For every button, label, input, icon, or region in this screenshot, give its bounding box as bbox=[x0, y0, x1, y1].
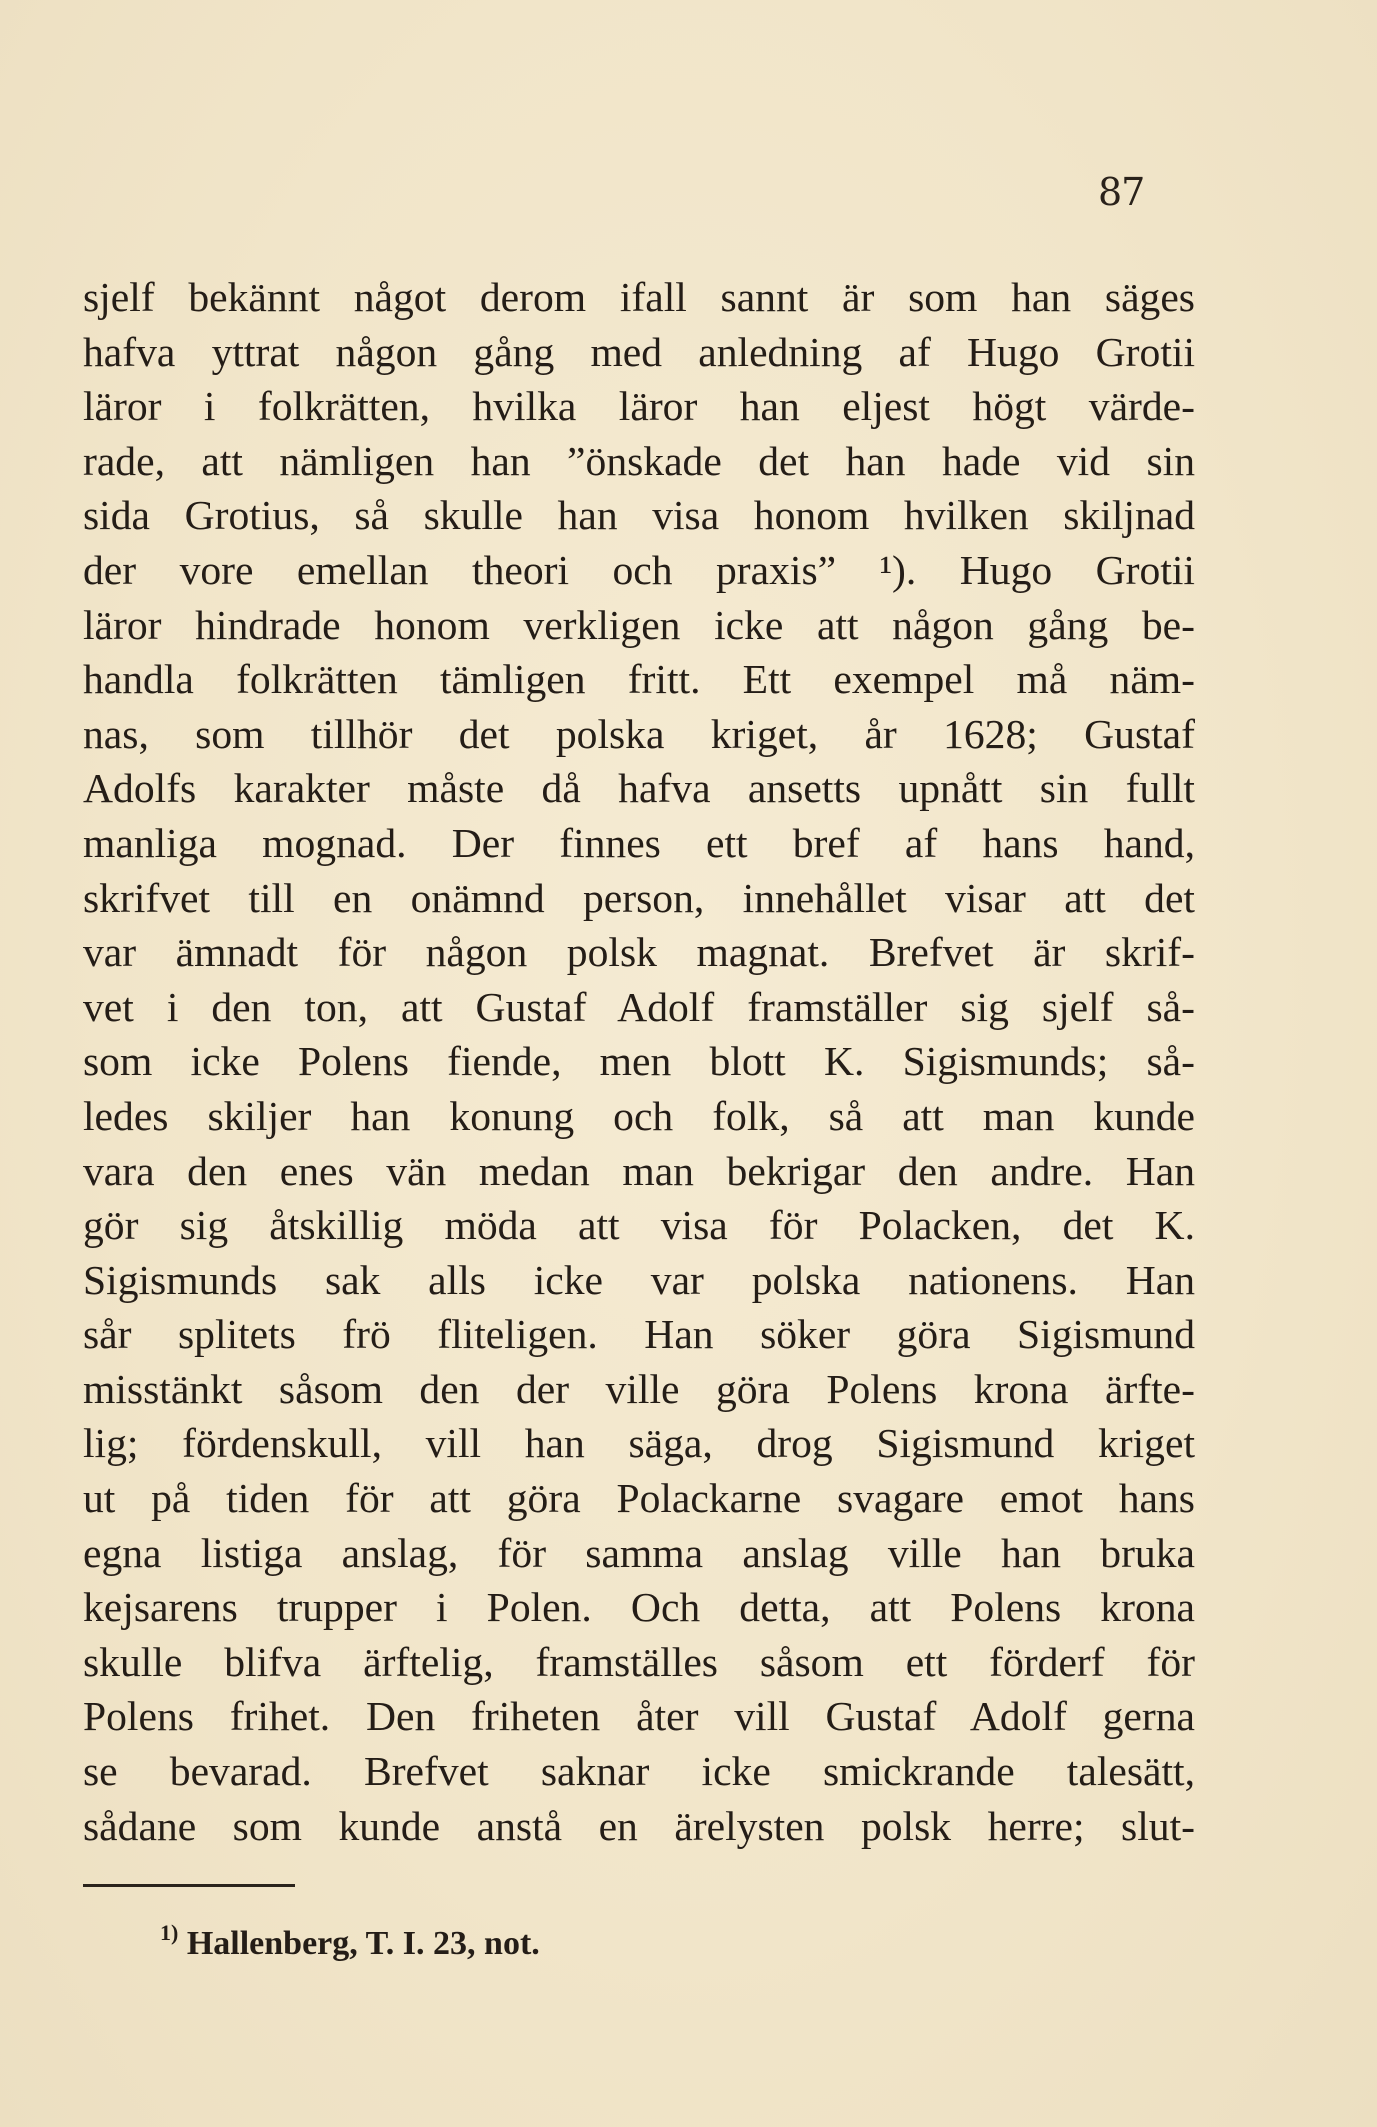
text-line: sår splitets frö fliteligen. Han söker göra Sigismund bbox=[83, 1311, 1195, 1358]
body-text bbox=[83, 270, 1195, 1853]
text-line: sjelf bekännt något derom ifall sannt är som han säges bbox=[83, 274, 1195, 320]
text-line: läror hindrade honom verkligen icke att någon gång be- bbox=[83, 601, 1195, 648]
text-line: manliga mognad. Der finnes ett bref af hans hand, bbox=[83, 819, 1195, 866]
text-line: handla folkrätten tämligen fritt. Ett exempel må näm- bbox=[83, 656, 1195, 703]
text-line: lig; fördenskull, vill han säga, drog Sigismund kriget bbox=[83, 1420, 1195, 1467]
footnote-rule bbox=[83, 1884, 295, 1887]
text-line: sida Grotius, så skulle han visa honom hvilken skiljnad bbox=[83, 492, 1195, 539]
text-line: misstänkt såsom den der ville göra Polens krona ärfte- bbox=[83, 1365, 1195, 1412]
text-line: sådane som kunde anstå en ärelysten polsk herre; slut- bbox=[83, 1802, 1195, 1849]
text-line: hafva yttrat någon gång med anledning af Hugo Grotii bbox=[83, 328, 1195, 375]
text-line: rade, att nämligen han ”önskade det han hade vid sin bbox=[83, 437, 1195, 484]
page-number: 87 bbox=[1098, 170, 1145, 214]
text-line: som icke Polens fiende, men blott K. Sigismunds; så- bbox=[83, 1038, 1195, 1085]
text-line: läror i folkrätten, hvilka läror han eljest högt värde- bbox=[83, 383, 1195, 430]
text-line: Polens frihet. Den friheten åter vill Gustaf Adolf gerna bbox=[83, 1693, 1195, 1740]
text-line: vara den enes vän medan man bekrigar den andre. Han bbox=[83, 1147, 1195, 1194]
text-line: der vore emellan theori och praxis” ¹). Hugo Grotii bbox=[83, 546, 1195, 593]
text-line: gör sig åtskillig möda att visa för Polacken, det K. bbox=[83, 1202, 1195, 1249]
text-line: se bevarad. Brefvet saknar icke smickrande talesätt, bbox=[83, 1748, 1195, 1795]
text-line: Sigismunds sak alls icke var polska nationens. Han bbox=[83, 1256, 1195, 1303]
text-line: skulle blifva ärftelig, framställes såsom ett förderf för bbox=[83, 1638, 1195, 1685]
text-line: ut på tiden för att göra Polackarne svagare emot hans bbox=[83, 1475, 1195, 1522]
footnote bbox=[160, 1920, 540, 1963]
text-line: var ämnadt för någon polsk magnat. Brefvet är skrif- bbox=[83, 929, 1195, 976]
text-line: nas, som tillhör det polska kriget, år 1628; Gustaf bbox=[83, 710, 1195, 757]
text-line: egna listiga anslag, för samma anslag ville han bruka bbox=[83, 1529, 1195, 1576]
text-line: Adolfs karakter måste då hafva ansetts upnått sin fullt bbox=[83, 765, 1195, 812]
text-line: vet i den ton, att Gustaf Adolf framställer sig sjelf så- bbox=[83, 983, 1195, 1030]
footnote-text: Hallenberg, T. I. 23, not. bbox=[186, 1925, 540, 1962]
text-line: skrifvet till en onämnd person, innehållet visar att det bbox=[83, 874, 1195, 921]
text-line: ledes skiljer han konung och folk, så att man kunde bbox=[83, 1092, 1195, 1139]
text-line: kejsarens trupper i Polen. Och detta, att Polens krona bbox=[83, 1584, 1195, 1631]
footnote-marker: 1) bbox=[160, 1920, 179, 1945]
